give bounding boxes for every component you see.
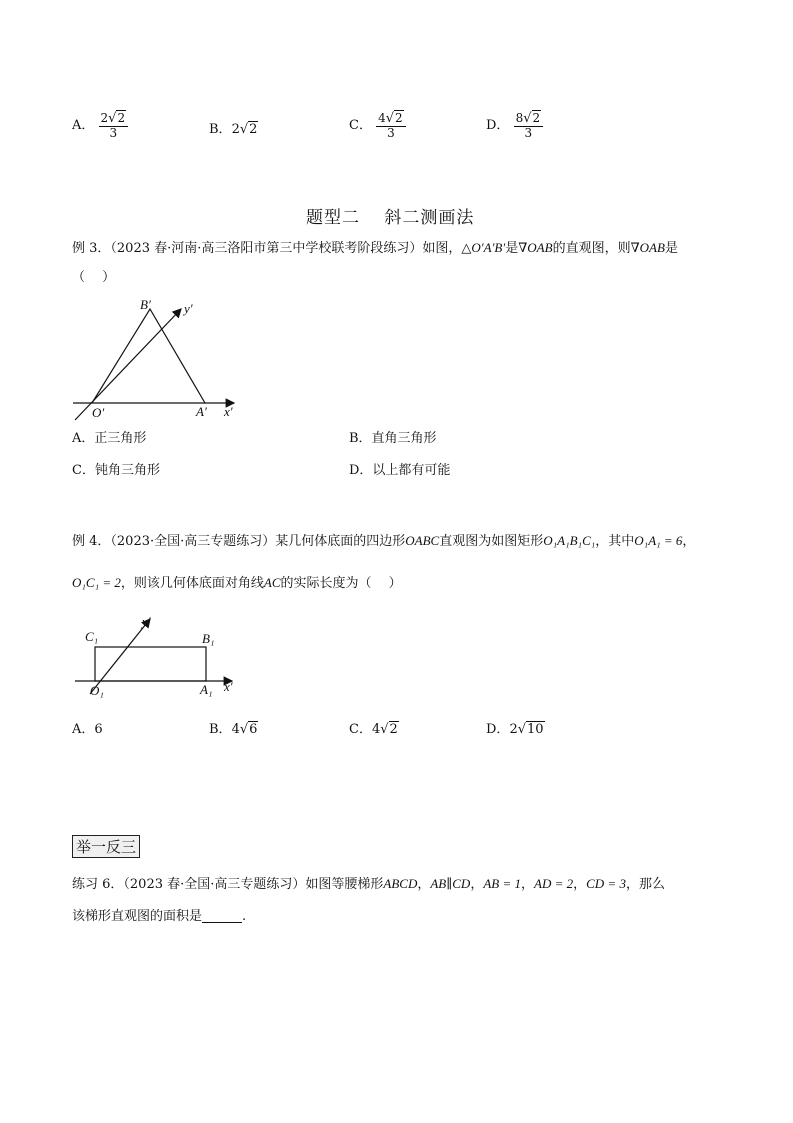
label-a: A′ — [196, 404, 207, 419]
section-title: 题型二 斜二测画法 — [306, 208, 475, 228]
label-c1: C₁ — [85, 629, 99, 644]
example-4-stem-line1: 例 4．（2023·全国·高三专题练习）某几何体底面的四边形OABC直观图为如图矩形O₁A₁B₁C₁，其中O₁A₁ = 6， — [72, 533, 696, 549]
example-3-option-b: B．直角三角形 — [349, 431, 437, 446]
example-4-stem-line2: O₁C₁ = 2，则该几何体底面对角线AC的实际长度为（ ） — [72, 575, 402, 591]
example-4-option-d: D．2√10 — [486, 722, 544, 737]
label-x: x′ — [224, 679, 233, 694]
fraction: $\frac{8√2}{3}$ — [514, 112, 544, 139]
example-4-option-b: B．4√6 — [209, 722, 258, 737]
fraction: $\frac{2√2}{3}$ — [99, 112, 129, 139]
example-3-paren: （ ） — [72, 270, 116, 285]
label-b: B′ — [140, 297, 151, 312]
fraction: $\frac{4√2}{3}$ — [376, 112, 406, 139]
option-a-prev — [72, 112, 128, 139]
option-letter: A． — [72, 118, 95, 134]
answer-blank[interactable] — [202, 910, 242, 923]
practice-6-stem-line1: 练习 6．（2023 春·全国·高三专题练习）如图等腰梯形ABCD，AB∥CD，AB = 1，AD = 2，CD = 3，那么 — [72, 876, 665, 892]
example-3-figure — [70, 292, 245, 422]
triangle — [92, 309, 205, 403]
label-o1: O₁ — [90, 683, 104, 698]
label-y: y′ — [184, 301, 193, 316]
example-4-option-c: C．4√2 — [349, 722, 398, 737]
example-3-option-a: A．正三角形 — [72, 431, 147, 446]
example-3-option-c: C．钝角三角形 — [72, 463, 160, 478]
label-o: O′ — [92, 405, 105, 420]
example-4-option-a: A．6 — [72, 722, 103, 737]
practice-6-stem-line2: 该梯形直观图的面积是 . — [72, 909, 247, 924]
option-b-prev: B．2√2 — [209, 122, 258, 137]
label-a1: A₁ — [200, 682, 213, 697]
example-4-figure — [72, 612, 244, 700]
label-b1: B₁ — [202, 631, 215, 646]
option-c-prev: C． $\frac{4√2}{3}$ — [349, 112, 406, 139]
practice-badge: 举一反三 — [72, 835, 140, 858]
label-y: y′ — [142, 614, 151, 629]
label-x: x′ — [224, 404, 233, 419]
example-3-stem: 例 3．（2023 春·河南·高三洛阳市第三中学校联考阶段练习）如图，△O′A′B′是∇OAB的直观图，则∇OAB是 — [72, 240, 678, 256]
rectangle — [95, 647, 206, 681]
option-d-prev: D． $\frac{8√2}{3}$ — [486, 112, 543, 139]
example-3-option-d: D．以上都有可能 — [349, 463, 451, 478]
